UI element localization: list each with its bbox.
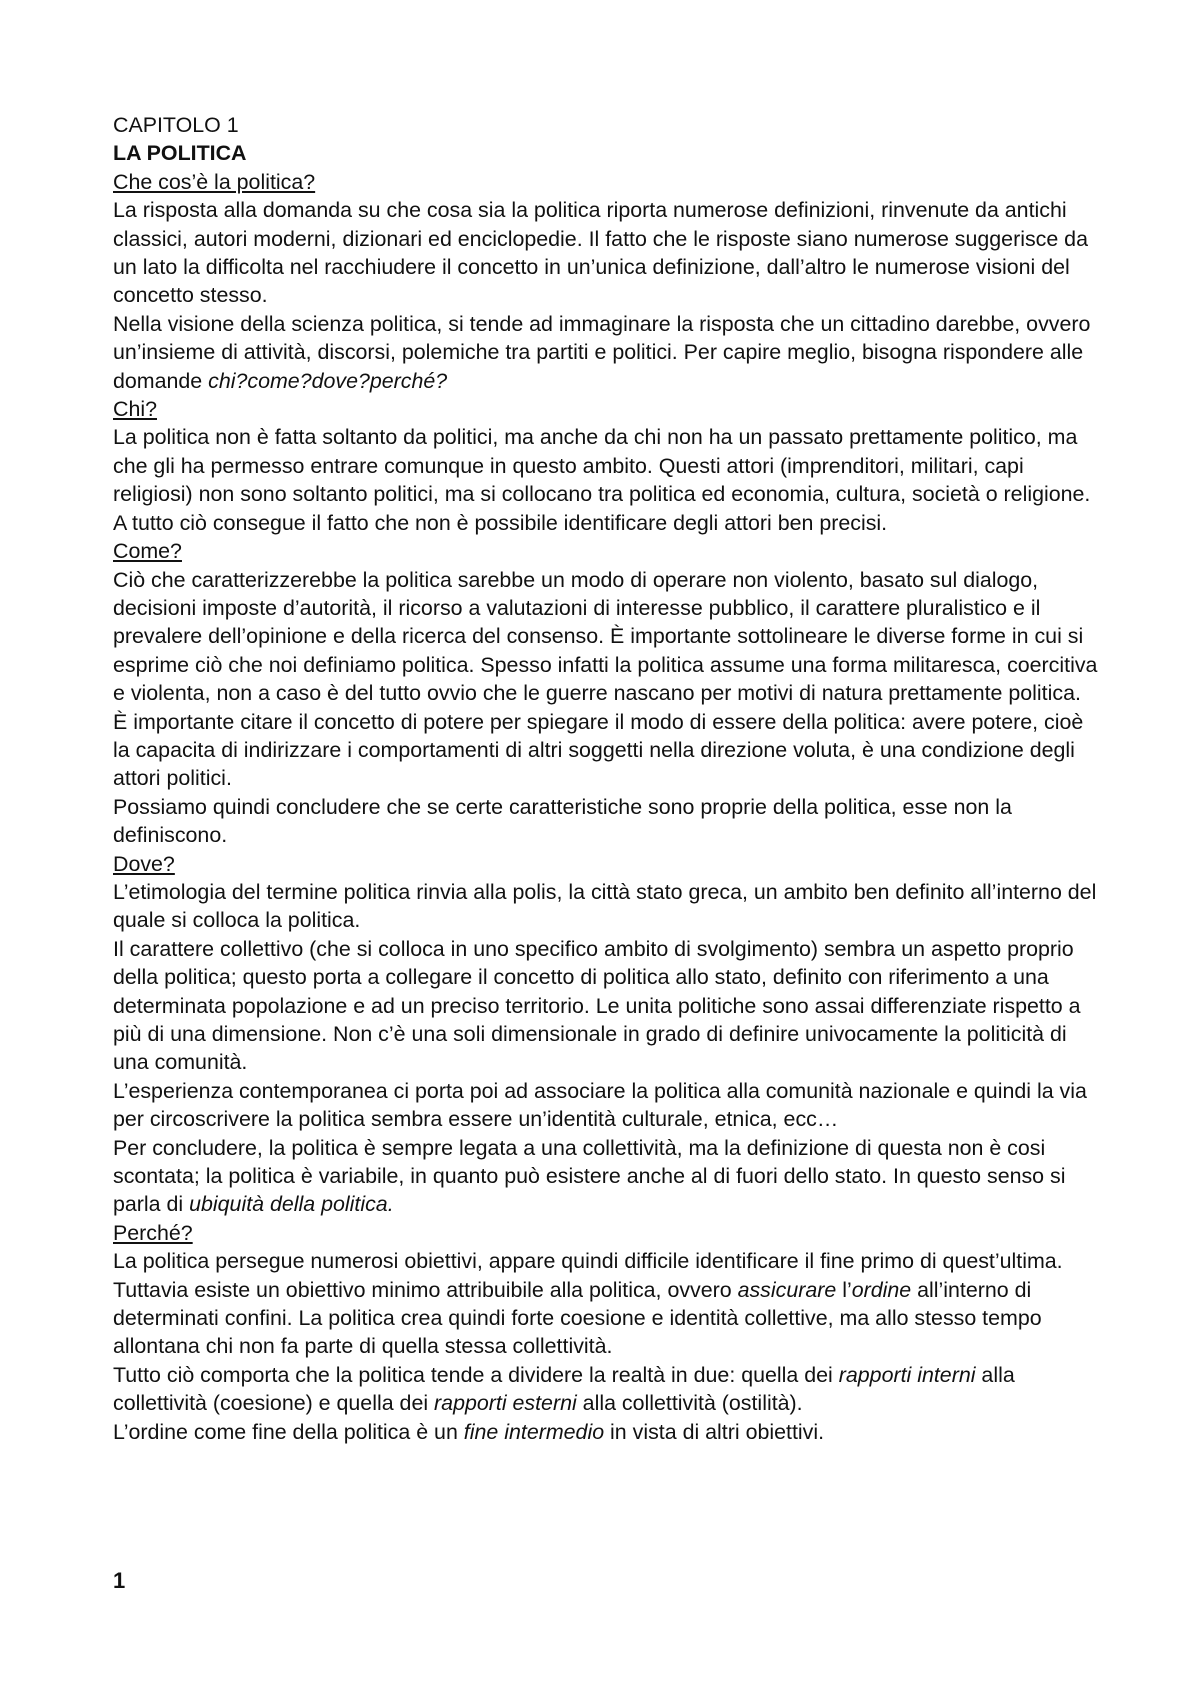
paragraph: La risposta alla domanda su che cosa sia la politica riporta numerose definizioni, rinvenute da antichi classici, autori moderni, dizionari ed enciclopedie. Il fatto che le risposte siano numerose suggerisce da un lato la difficolta nel racchiudere il concetto in un’unica definizione, dall’altro le numerose visioni del concetto stesso. (113, 198, 1088, 308)
section-heading-dove: Dove? (113, 851, 175, 876)
section-heading-come: Come? (113, 539, 182, 564)
paragraph: Tutto ciò comporta che la politica tende a dividere la realtà in due: quella dei rapporti interni alla collettività (coesione) e quella dei rapporti esterni alla collettività (ostilità). (113, 1362, 1015, 1416)
section-heading-intro: Che cos’è la politica? (113, 169, 316, 194)
chapter-label: CAPITOLO 1 (113, 113, 239, 137)
paragraph: Nella visione della scienza politica, si tende ad immaginare la risposta che un cittadino darebbe, ovvero un’insieme di attività, discorsi, polemiche tra partiti e politici. Per capire meglio, bisogna rispondere alle domande chi?come?dove?perché? (113, 311, 1091, 393)
paragraph: La politica persegue numerosi obiettivi, appare quindi difficile identificare il fine primo di quest’ultima. Tuttavia esiste un obiettivo minimo attribuibile alla politica, ovvero assicurare l’ordine all’interno di determinati confini. La politica crea quindi forte coesione e identità collettive, ma allo stesso tempo allontana chi non fa parte di quella stessa collettività. (113, 1249, 1063, 1359)
paragraph: L’ordine come fine della politica è un fine intermedio in vista di altri obiettivi. (113, 1419, 825, 1444)
paragraph: Possiamo quindi concludere che se certe caratteristiche sono proprie della politica, esse non la definiscono. (113, 794, 1012, 848)
paragraph: L’esperienza contemporanea ci porta poi ad associare la politica alla comunità nazionale e quindi la via per circoscrivere la politica sembra essere un’identità culturale, etnica, ecc… (113, 1078, 1087, 1132)
paragraph: Per concludere, la politica è sempre legata a una collettività, ma la definizione di questa non è cosi scontata; la politica è variabile, in quanto può esistere anche al di fuori dello stato. In questo senso si parla di ubiquità della politica. (113, 1135, 1066, 1217)
paragraph: La politica non è fatta soltanto da politici, ma anche da chi non ha un passato prettamente politico, ma che gli ha permesso entrare comunque in questo ambito. Questi attori (imprenditori, militari, capi religiosi) non sono soltanto politici, ma si collocano tra politica ed economia, cultura, società o religione. (113, 425, 1091, 507)
section-heading-chi: Chi? (113, 397, 157, 422)
chapter-title: LA POLITICA (113, 141, 247, 166)
paragraph: L’etimologia del termine politica rinvia alla polis, la città stato greca, un ambito ben definito all’interno del quale si colloca la politica. (113, 879, 1097, 933)
page-number: 1 (113, 1568, 126, 1593)
section-heading-perche: Perché? (113, 1220, 193, 1245)
page-content (113, 111, 1098, 1446)
paragraph: È importante citare il concetto di potere per spiegare il modo di essere della politica: avere potere, cioè la capacita di indirizzare i comportamenti di altri soggetti nella direzione voluta, è una condizione degli attori politici. (113, 709, 1084, 791)
paragraph: Ciò che caratterizzerebbe la politica sarebbe un modo di operare non violento, basato sul dialogo, decisioni imposte d’autorità, il ricorso a valutazioni di interesse pubblico, il carattere pluralistico e il prevalere dell’opinione e della ricerca del consenso. È importante sottolineare le diverse forme in cui si esprime ciò che noi definiamo politica. Spesso infatti la politica assume una forma militaresca, coercitiva e violenta, non a caso è del tutto ovvio che le guerre nascano per motivi di natura prettamente politica. (113, 567, 1098, 706)
paragraph: Il carattere collettivo (che si colloca in uno specifico ambito di svolgimento) sembra un aspetto proprio della politica; questo porta a collegare il concetto di politica allo stato, definito con riferimento a una determinata popolazione e ad un preciso territorio. Le unita politiche sono assai differenziate rispetto a più di una dimensione. Non c’è una soli dimensionale in grado di definire univocamente la politicità di una comunità. (113, 936, 1081, 1075)
paragraph: A tutto ciò consegue il fatto che non è possibile identificare degli attori ben precisi. (113, 510, 888, 535)
